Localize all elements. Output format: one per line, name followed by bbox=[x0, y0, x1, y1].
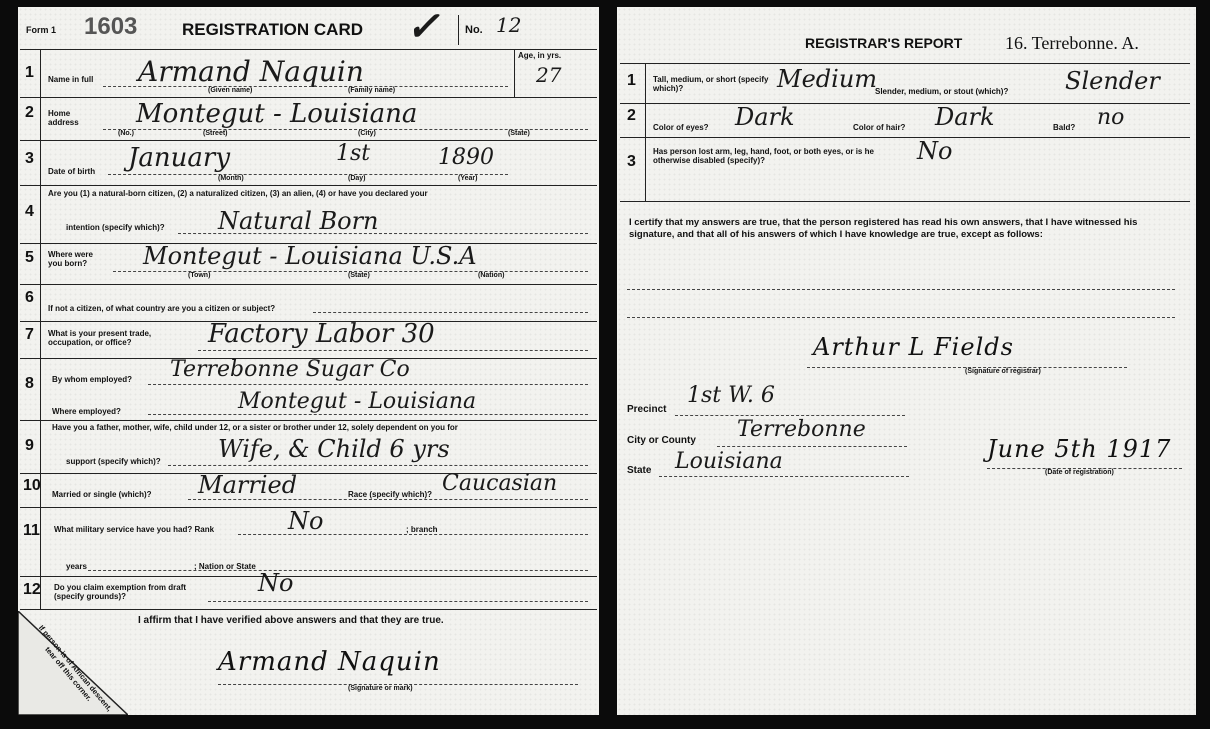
birthplace-label: Where were you born? bbox=[48, 250, 93, 268]
row-number: 3 bbox=[25, 150, 34, 167]
check-mark: ✓ bbox=[406, 7, 440, 50]
build-label: Slender, medium, or stout (which)? bbox=[875, 87, 1009, 96]
height-value: Medium bbox=[777, 65, 878, 93]
exemption-label: Do you claim exemption from draft (specify grounds)? bbox=[54, 583, 187, 601]
card-title: REGISTRATION CARD bbox=[182, 20, 364, 39]
caption: (Family name) bbox=[348, 87, 396, 94]
state-label: State bbox=[627, 465, 652, 476]
dob-label: Date of birth bbox=[48, 167, 96, 176]
bald-label: Bald? bbox=[1053, 123, 1076, 132]
branch-label: ; branch bbox=[406, 525, 438, 534]
caption: (Town) bbox=[188, 272, 211, 279]
employment-place-value: Montegut - Louisiana bbox=[238, 389, 477, 414]
eye-color-label: Color of eyes? bbox=[653, 123, 709, 132]
caption: (Day) bbox=[348, 175, 366, 182]
citizenship-value: Natural Born bbox=[218, 207, 379, 235]
row-number: 9 bbox=[25, 437, 34, 454]
card-no-value: 12 bbox=[496, 13, 522, 37]
caption: (Month) bbox=[218, 175, 244, 182]
foreign-citizen-label: If not a citizen, of what country are you a citizen or subject? bbox=[48, 304, 276, 313]
race-value: Caucasian bbox=[442, 471, 558, 496]
registrar-report-title: REGISTRAR'S REPORT bbox=[805, 35, 963, 51]
caption: (No.) bbox=[118, 130, 134, 137]
serial-number: 1603 bbox=[84, 13, 138, 40]
address-label: Home address bbox=[48, 109, 79, 127]
military-label: What military service have you had? Rank bbox=[54, 525, 215, 534]
military-rank-value: No bbox=[288, 507, 324, 535]
dob-month: January bbox=[128, 143, 231, 173]
hair-color-value: Dark bbox=[935, 103, 995, 131]
row-number: 3 bbox=[627, 153, 636, 170]
birthplace-value: Montegut - Louisiana U.S.A bbox=[143, 242, 477, 270]
years-label: years bbox=[66, 562, 87, 571]
dob-day: 1st bbox=[336, 141, 371, 166]
state-value: Louisiana bbox=[675, 449, 783, 474]
card-no-label: No. bbox=[465, 24, 483, 36]
registration-date-caption: (Date of registration) bbox=[1045, 469, 1114, 476]
dob-year: 1890 bbox=[438, 145, 494, 170]
build-value: Slender bbox=[1065, 67, 1160, 95]
dependents-label: support (specify which)? bbox=[66, 457, 161, 466]
eye-color-value: Dark bbox=[735, 103, 795, 131]
row-number: 10 bbox=[23, 477, 41, 494]
caption: (State) bbox=[508, 130, 530, 137]
hair-color-label: Color of hair? bbox=[853, 123, 906, 132]
row-number: 2 bbox=[627, 107, 636, 124]
caption: (Given name) bbox=[208, 87, 253, 94]
row-number: 6 bbox=[25, 289, 34, 306]
nation-label: ; Nation or State bbox=[194, 562, 256, 571]
occupation-label: What is your present trade, occupation, or office? bbox=[48, 329, 152, 347]
exemption-value: No bbox=[258, 569, 294, 597]
marital-label: Married or single (which)? bbox=[52, 490, 152, 499]
affirmation-text: I affirm that I have verified above answers and that they are true. bbox=[138, 615, 444, 626]
name-value: Armand Naquin bbox=[138, 55, 364, 88]
certification-text: I certify that my answers are true, that the person registered has read his own answers, that I have witnessed his signature, and that all of his answers of which I have knowledge are true, except as follows: bbox=[629, 217, 1138, 240]
caption: (Street) bbox=[203, 130, 228, 137]
name-label: Name in full bbox=[48, 75, 94, 84]
marital-value: Married bbox=[198, 471, 298, 499]
form-number: Form 1 bbox=[26, 25, 57, 35]
caption: (City) bbox=[358, 130, 376, 137]
dependents-value: Wife, & Child 6 yrs bbox=[218, 435, 450, 463]
city-county-value: Terrebonne bbox=[737, 417, 866, 442]
row-number: 1 bbox=[25, 64, 34, 81]
precinct-label: Precinct bbox=[627, 404, 667, 415]
tear-corner-note: If person is of African descent, tear off this corner. bbox=[36, 623, 115, 713]
city-county-label: City or County bbox=[627, 435, 696, 446]
employer-value: Terrebonne Sugar Co bbox=[170, 357, 410, 382]
row-number: 8 bbox=[25, 375, 34, 392]
disability-value: No bbox=[917, 137, 953, 165]
row-number: 11 bbox=[23, 522, 40, 539]
row-number: 1 bbox=[627, 72, 636, 89]
address-value: Montegut - Louisiana bbox=[136, 99, 418, 129]
race-label: Race (specify which)? bbox=[348, 490, 433, 499]
bald-value: no bbox=[1097, 105, 1125, 130]
registration-card-front bbox=[18, 7, 599, 715]
caption: (State) bbox=[348, 272, 370, 279]
employment-place-label: Where employed? bbox=[52, 407, 121, 416]
row-number: 7 bbox=[25, 326, 34, 343]
row-number: 5 bbox=[25, 249, 34, 266]
age-label: Age, in yrs. bbox=[518, 51, 562, 60]
registrar-signature: Arthur L Fields bbox=[813, 333, 1014, 361]
row-number: 2 bbox=[25, 104, 34, 121]
occupation-value: Factory Labor 30 bbox=[208, 319, 435, 349]
report-stamp: 16. Terrebonne. A. bbox=[1005, 33, 1139, 53]
registration-date: June 5th 1917 bbox=[987, 435, 1172, 463]
signature-caption: (Signature or mark) bbox=[348, 685, 413, 692]
caption: (Year) bbox=[458, 175, 478, 182]
row-number: 4 bbox=[25, 203, 34, 220]
precinct-value: 1st W. 6 bbox=[687, 383, 775, 408]
disability-label: Has person lost arm, leg, hand, foot, or both eyes, or is he otherwise disabled (specify)? bbox=[653, 147, 874, 165]
height-label: Tall, medium, or short (specify which)? bbox=[653, 75, 769, 93]
employer-label: By whom employed? bbox=[52, 375, 133, 384]
registrar-signature-caption: (Signature of registrar) bbox=[965, 368, 1041, 375]
registrant-signature: Armand Naquin bbox=[218, 647, 441, 677]
caption: (Nation) bbox=[478, 272, 505, 279]
citizenship-question: Are you (1) a natural-born citizen, (2) a naturalized citizen, (3) an alien, (4) or have you declared your bbox=[48, 189, 428, 198]
citizenship-label: intention (specify which)? bbox=[66, 223, 165, 232]
age-value: 27 bbox=[536, 63, 562, 87]
dependents-question: Have you a father, mother, wife, child under 12, or a sister or brother under 12, solely dependent on you for bbox=[52, 423, 458, 432]
row-number: 12 bbox=[23, 581, 41, 598]
registration-card-back bbox=[617, 7, 1196, 715]
